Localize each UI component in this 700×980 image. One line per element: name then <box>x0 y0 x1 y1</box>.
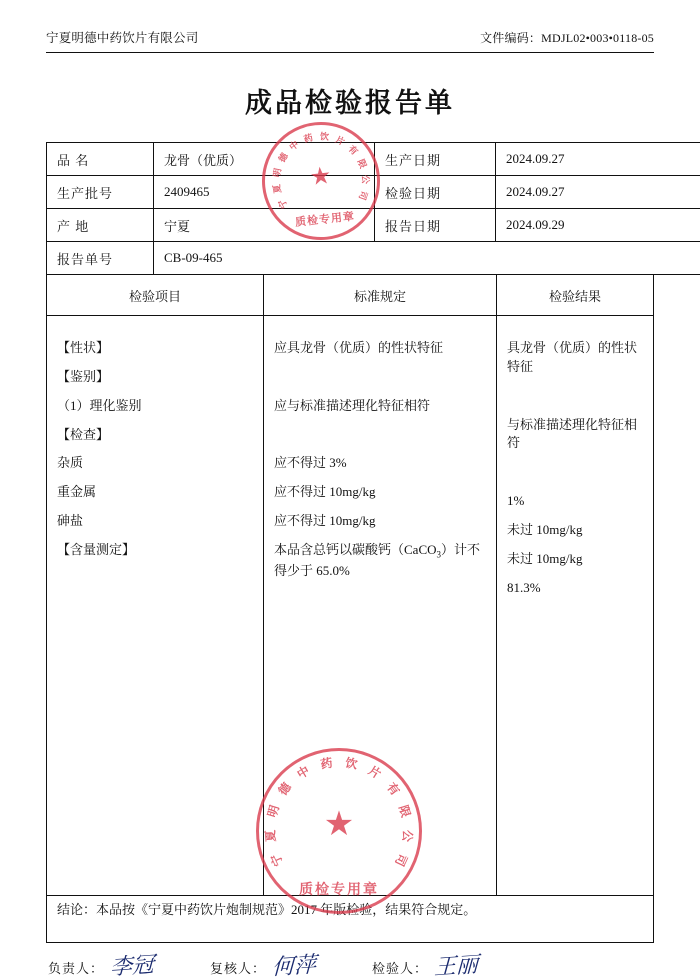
field-value-product-name: 龙骨（优质） <box>154 143 375 176</box>
signature-row <box>46 955 654 977</box>
results-item-column <box>47 316 264 896</box>
list-item: 应具龙骨（优质）的性状特征 <box>274 339 486 358</box>
list-item: 本品含总钙以碳酸钙（CaCO$_3$）计不 <box>274 541 486 562</box>
list-item: 1% <box>507 492 643 511</box>
list-item: 具龙骨（优质）的性状特征 <box>507 339 643 377</box>
signature-reviewer <box>210 955 346 977</box>
list-item: （1）理化鉴别 <box>57 397 253 416</box>
list-item: 未过 10mg/kg <box>507 550 643 569</box>
conclusion-text: 结论：本品按《宁夏中药饮片炮制规范》2017 年版检验，结果符合规定。 <box>47 895 654 942</box>
list-item <box>507 387 643 406</box>
field-label-report-date: 报告日期 <box>375 209 496 242</box>
list-item: 杂质 <box>57 454 253 473</box>
signature-inspector <box>372 955 508 977</box>
list-item <box>274 426 486 445</box>
field-value-production-date: 2024.09.27 <box>496 143 700 176</box>
conclusion-row <box>47 895 654 942</box>
list-item: 与标准描述理化特征相符 <box>507 416 643 454</box>
seal-bottom-text-small: 质检专用章 <box>268 205 381 233</box>
signature-handwriting: 何萍 <box>272 952 347 979</box>
field-label-inspection-date: 检验日期 <box>375 176 496 209</box>
list-item: 应与标准描述理化特征相符 <box>274 397 486 416</box>
star-icon: ★ <box>324 808 354 842</box>
column-header-standard: 标准规定 <box>264 275 497 316</box>
field-value-origin: 宁夏 <box>154 209 375 242</box>
field-label-product-name: 品 名 <box>47 143 154 176</box>
results-result-column <box>497 316 654 896</box>
field-label-production-date: 生产日期 <box>375 143 496 176</box>
list-item: 应不得过 10mg/kg <box>274 483 486 502</box>
field-label-origin: 产 地 <box>47 209 154 242</box>
field-value-batch-no: 2409465 <box>154 176 375 209</box>
table-row <box>47 143 700 176</box>
results-table <box>46 274 654 943</box>
table-row <box>47 242 700 275</box>
list-item: 重金属 <box>57 483 253 502</box>
star-icon: ★ <box>309 163 333 189</box>
signature-label: 负责人： <box>48 958 104 977</box>
results-header-row <box>47 275 654 316</box>
field-label-batch-no: 生产批号 <box>47 176 154 209</box>
field-value-report-date: 2024.09.29 <box>496 209 700 242</box>
list-item: 得少于 65.0% <box>274 562 486 581</box>
list-item <box>274 368 486 387</box>
document-code-label: 文件编码： <box>480 31 541 45</box>
list-item: 砷盐 <box>57 512 253 531</box>
seal-bottom-text-large: 质检专用章 <box>259 879 419 899</box>
signature-responsible <box>48 955 184 977</box>
list-item <box>507 463 643 482</box>
signature-handwriting: 李冠 <box>110 952 185 979</box>
seal-arc-text-large: 宁 夏 明 德 中 药 饮 片 有 限 公 司 <box>259 751 419 911</box>
company-name: 宁夏明德中药饮片有限公司 <box>46 28 198 46</box>
list-item: 【检查】 <box>57 426 253 445</box>
page-title: 成品检验报告单 <box>46 81 654 120</box>
document-header <box>46 28 654 53</box>
list-item: 应不得过 10mg/kg <box>274 512 486 531</box>
seal-arc-text-small: 宁 夏 明 德 中 药 饮 片 有 限 公 司 <box>259 119 382 242</box>
table-row <box>47 176 700 209</box>
field-label-report-no: 报告单号 <box>47 242 154 275</box>
results-standard-column <box>264 316 497 896</box>
signature-handwriting: 王丽 <box>434 952 509 979</box>
list-item: 81.3% <box>507 579 643 598</box>
list-item: 【含量测定】 <box>57 541 253 560</box>
field-value-report-no: CB-09-465 <box>154 242 700 275</box>
list-item: 未过 10mg/kg <box>507 521 643 540</box>
list-item: 【鉴别】 <box>57 368 253 387</box>
signature-label: 检验人： <box>372 958 428 977</box>
signature-label: 复核人： <box>210 958 266 977</box>
column-header-result: 检验结果 <box>497 275 654 316</box>
list-item: 应不得过 3% <box>274 454 486 473</box>
column-header-item: 检验项目 <box>47 275 264 316</box>
info-table <box>46 142 700 275</box>
list-item: 【性状】 <box>57 339 253 358</box>
document-code <box>480 29 654 46</box>
document-code-value: MDJL02•003•0118-05 <box>541 31 654 45</box>
results-body-row <box>47 316 654 896</box>
table-row <box>47 209 700 242</box>
field-value-inspection-date: 2024.09.27 <box>496 176 700 209</box>
